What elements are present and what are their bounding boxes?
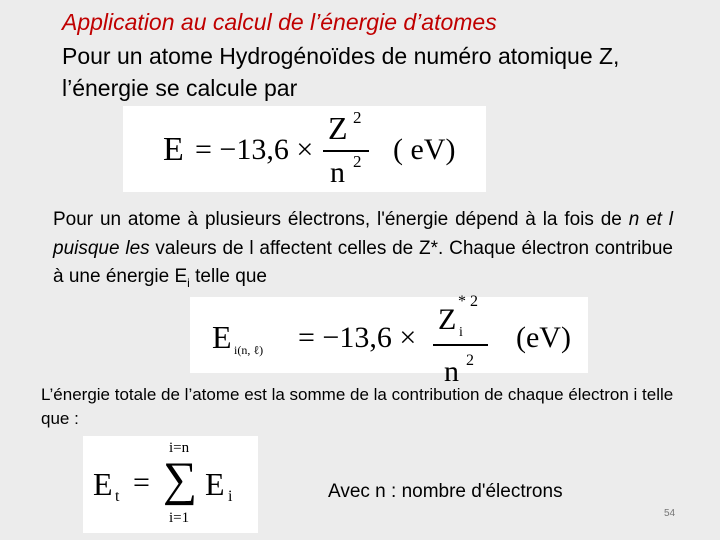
- formula1-lhs: E: [163, 131, 184, 168]
- formula1-numerator: Z: [328, 110, 348, 146]
- formula3-lhs-sub: t: [115, 488, 120, 505]
- formula3-sum-top: i=n: [169, 440, 190, 456]
- avec-note: Avec n : nombre d'électrons: [328, 481, 563, 502]
- intro-text: Pour un atome Hydrogénoïdes de numéro atomique Z, l’énergie se calcule par: [62, 43, 620, 101]
- formula1-den-exponent: 2: [353, 152, 362, 171]
- formula3-term: E: [205, 466, 225, 502]
- formula1-num-exponent: 2: [353, 108, 362, 127]
- formula1-eq: = −13,6 ×: [195, 133, 314, 166]
- formula1-unit: ( eV): [393, 133, 456, 166]
- formula3-sum-symbol: ∑: [163, 453, 198, 506]
- formula3-term-sub: i: [228, 488, 233, 505]
- formula2-fraction-bar: [433, 344, 488, 346]
- formula2-den-exponent: 2: [466, 352, 474, 369]
- multi-electron-paragraph: Pour un atome à plusieurs électrons, l'énergie dépend à la fois de n et l puisque les valeurs de l affectent celles de Z*. Chaque électron contribue à une énergie $E_i$ telle que: [53, 209, 674, 290]
- total-energy-sum-formula: [83, 436, 258, 533]
- formula2-num-sup: * 2: [458, 293, 478, 310]
- formula3-eq: =: [133, 466, 150, 499]
- formula2-lhs-sub: i(n, ℓ): [234, 343, 264, 357]
- formula2-denominator: n: [444, 355, 459, 388]
- formula2-eq: = −13,6 ×: [298, 321, 417, 354]
- total-energy-text: L’énergie totale de l’atome est la somme de la contribution de chaque électron i telle que :: [41, 385, 674, 428]
- electron-energy-formula: [190, 293, 588, 373]
- page-number: 54: [664, 508, 676, 519]
- hydrogenoid-energy-formula: [123, 106, 486, 192]
- formula1-denominator: n: [330, 156, 345, 189]
- formula2-unit: (eV): [516, 321, 571, 354]
- formula1-fraction-bar: [323, 150, 369, 152]
- slide-title: Application au calcul de l’énergie d’atomes: [62, 9, 497, 35]
- formula2-num-sub: i: [459, 325, 463, 340]
- formula3-lhs: E: [93, 466, 113, 502]
- formula3-sum-bottom: i=1: [169, 510, 190, 526]
- formula2-lhs: E: [212, 319, 232, 355]
- formula2-numerator: Z: [438, 303, 457, 336]
